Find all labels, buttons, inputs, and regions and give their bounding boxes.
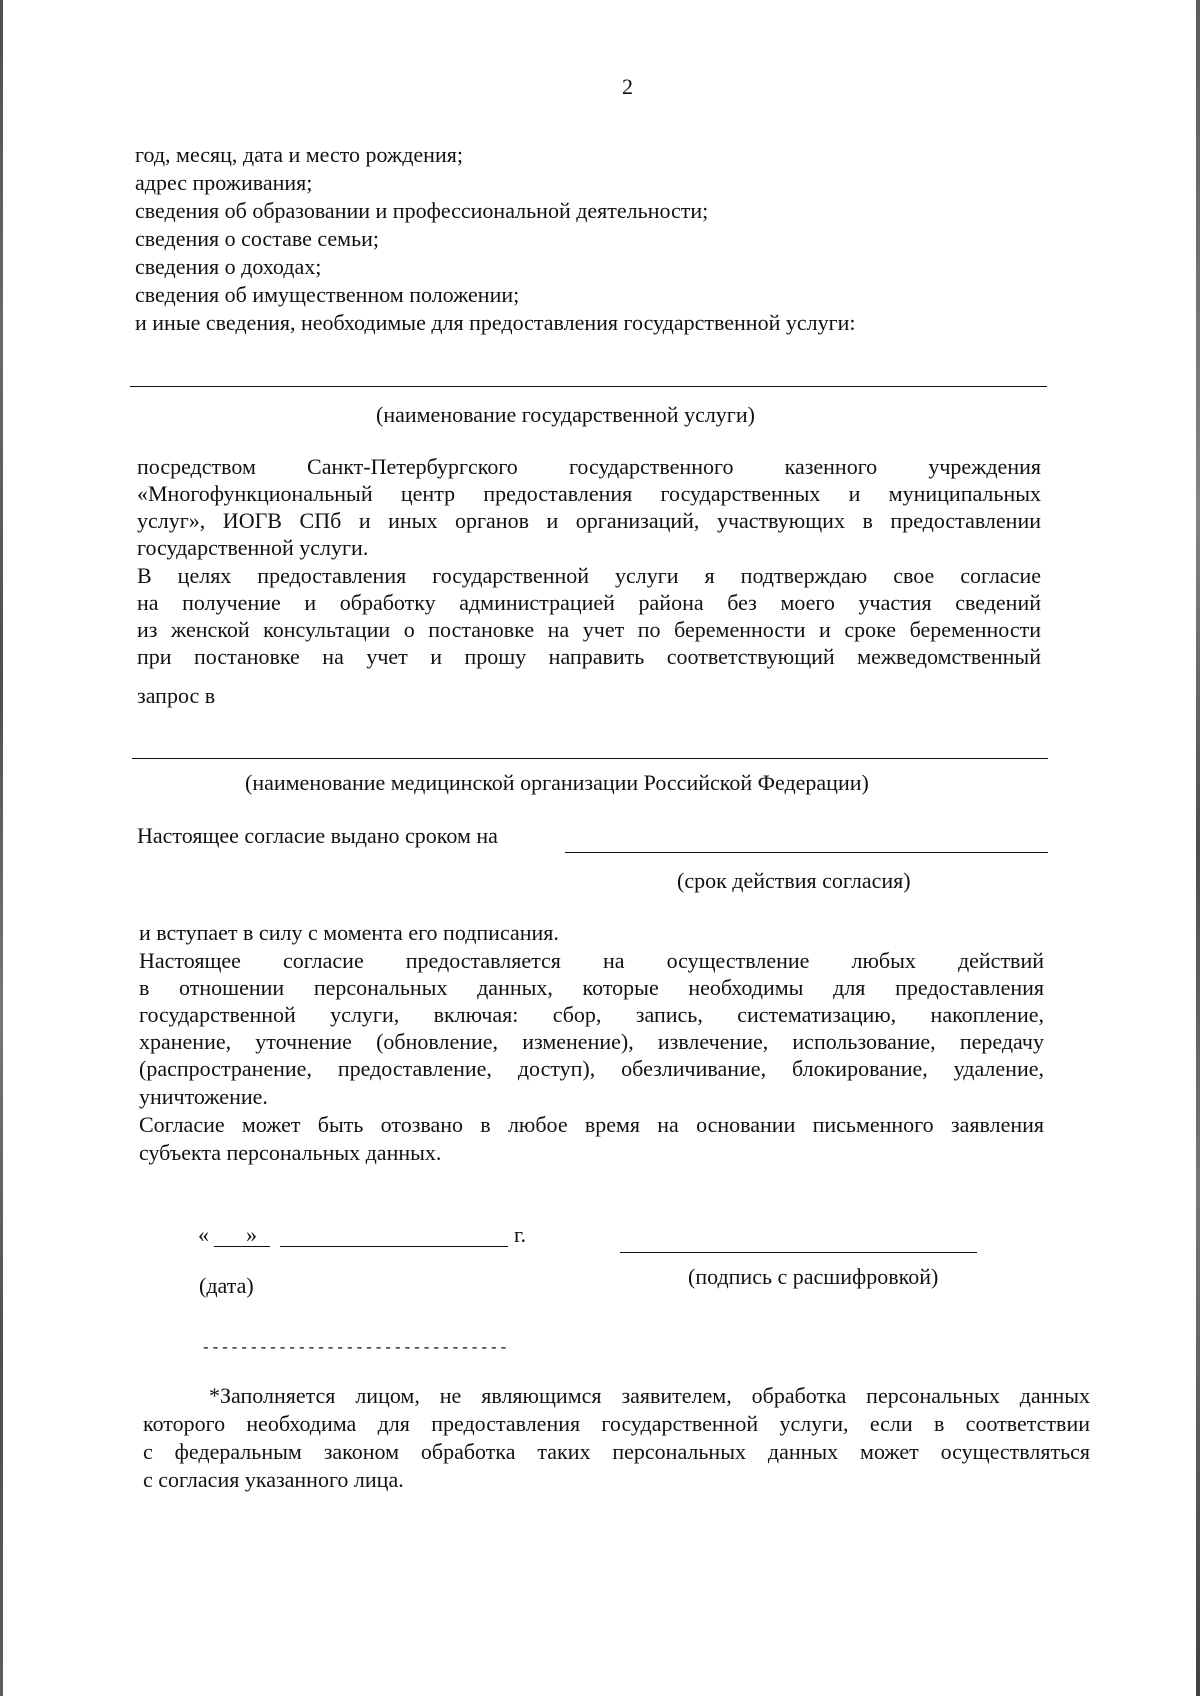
para1-line: посредством Санкт-Петербургского государственного казенного учреждения (137, 454, 1041, 479)
date-month-blank (280, 1246, 508, 1247)
para3-line: государственной услуги, включая: сбор, запись, систематизацию, накопление, (139, 1002, 1044, 1027)
med-org-blank (132, 758, 1048, 759)
para2-line: из женской консультации о постановке на учет по беременности и сроке беременности (137, 617, 1041, 642)
footnote-line: которого необходима для предоставления государственной услуги, если в соответствии (143, 1411, 1090, 1436)
list-item: сведения об имущественном положении; (135, 282, 520, 307)
footnote-last: с согласия указанного лица. (143, 1467, 404, 1492)
para1-line: «Многофункциональный центр предоставления государственных и муниципальных (137, 481, 1041, 506)
date-day-blank (214, 1246, 270, 1247)
para2-line: при постановке на учет и прошу направить соответствующий межведомственный (137, 644, 1041, 669)
list-item: адрес проживания; (135, 170, 313, 195)
list-item: сведения о составе семьи; (135, 226, 380, 251)
para2-line: на получение и обработку администрацией района без моего участия сведений (137, 590, 1041, 615)
list-item: сведения о доходах; (135, 254, 322, 279)
para3-line: в отношении персональных данных, которые необходимы для предоставления (139, 975, 1044, 1000)
caption-med-org: (наименование медицинской организации Российской Федерации) (245, 770, 869, 795)
date-year-suffix: г. (514, 1222, 527, 1247)
term-blank (565, 852, 1048, 853)
para1-last: государственной услуги. (137, 535, 369, 560)
para4-line: Согласие может быть отозвано в любое время на основании письменного заявления (139, 1112, 1044, 1137)
caption-service: (наименование государственной услуги) (376, 402, 755, 427)
date-close-quote: » (246, 1222, 257, 1247)
term-label: Настоящее согласие выдано сроком на (137, 823, 498, 848)
footnote-line: с федеральным законом обработка таких персональных данных может осуществляться (143, 1439, 1090, 1464)
caption-date: (дата) (199, 1273, 254, 1298)
caption-signature: (подпись с расшифровкой) (688, 1264, 939, 1289)
para4-last: субъекта персональных данных. (139, 1140, 442, 1165)
para1-line: услуг», ИОГВ СПб и иных органов и организаций, участвующих в предоставлении (137, 508, 1041, 533)
page-number: 2 (622, 74, 633, 99)
para3-last: уничтожение. (139, 1084, 268, 1109)
para2-last: запрос в (137, 683, 216, 708)
scan-edge-left (0, 0, 3, 1696)
para3-line: Настоящее согласие предоставляется на осуществление любых действий (139, 948, 1044, 973)
list-item: и иные сведения, необходимые для предоставления государственной услуги: (135, 310, 856, 335)
footnote-line: *Заполняется лицом, не являющимся заявителем, обработка персональных данных (209, 1383, 1090, 1408)
scan-edge-right (1196, 0, 1200, 1696)
list-item: год, месяц, дата и место рождения; (135, 142, 463, 167)
service-name-blank (130, 386, 1047, 387)
para3-first: и вступает в силу с момента его подписания. (139, 920, 559, 945)
para2-line: В целях предоставления государственной услуги я подтверждаю свое согласие (137, 563, 1041, 588)
date-open-quote: « (198, 1222, 209, 1247)
signature-blank (620, 1252, 977, 1253)
para3-line: хранение, уточнение (обновление, изменение), извлечение, использование, передачу (139, 1029, 1044, 1054)
footnote-separator: -------------------------------- (201, 1339, 509, 1357)
caption-term: (срок действия согласия) (677, 868, 911, 893)
para3-line: (распространение, предоставление, доступ), обезличивание, блокирование, удаление, (139, 1056, 1044, 1081)
list-item: сведения об образовании и профессиональной деятельности; (135, 198, 709, 223)
